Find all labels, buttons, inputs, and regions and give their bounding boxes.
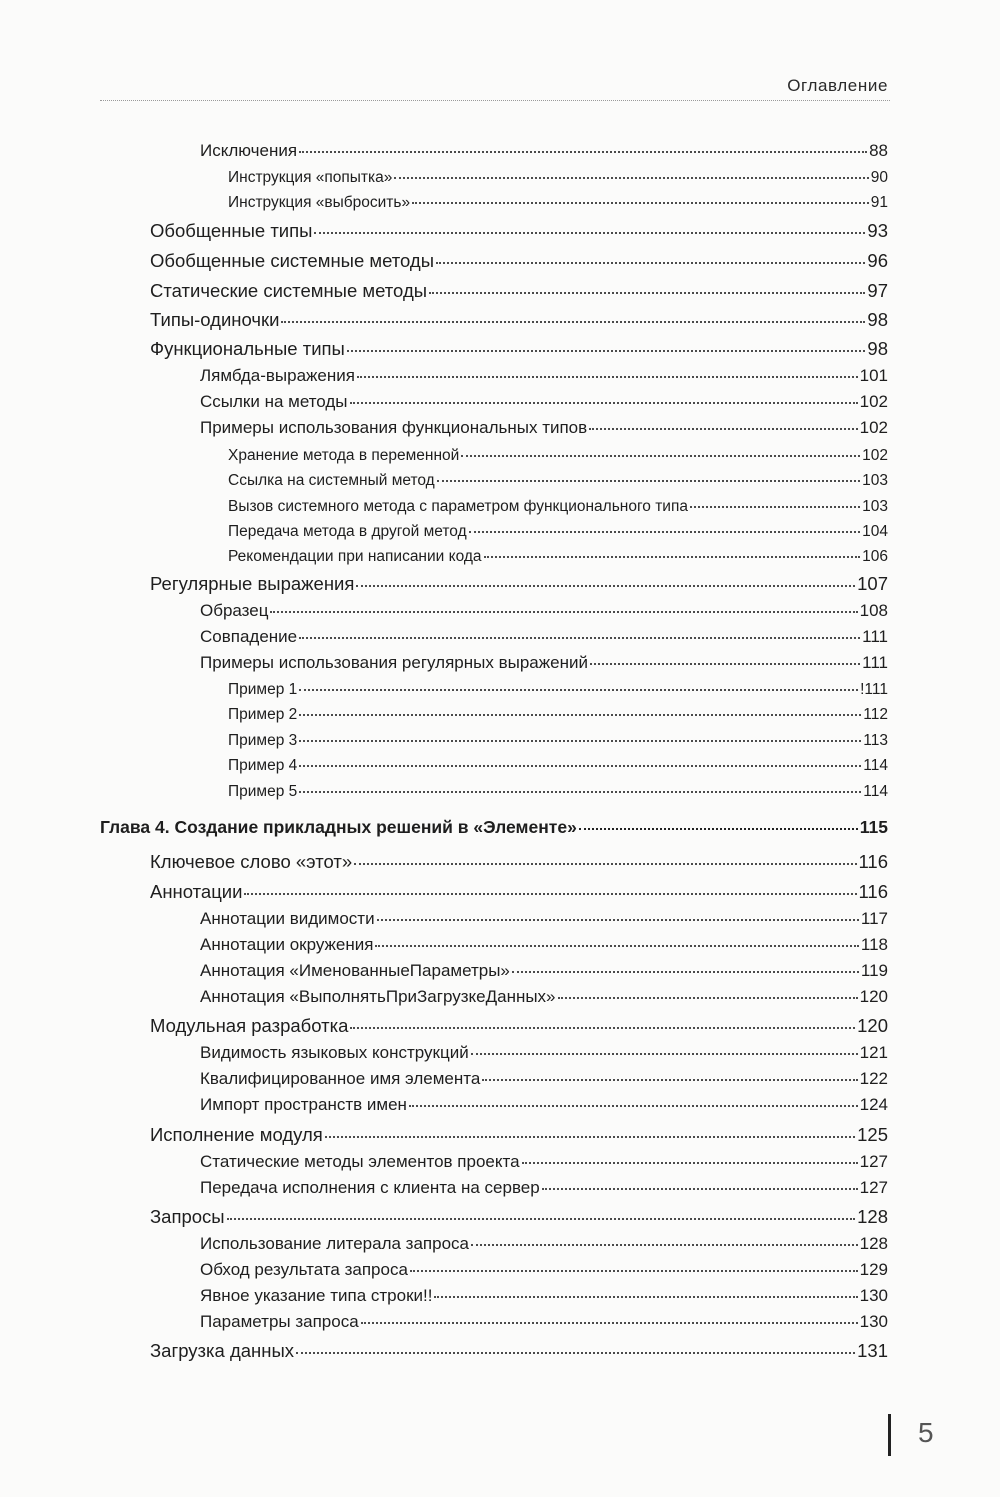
toc-entry-page: 129 — [859, 1260, 888, 1279]
toc-entry — [200, 627, 888, 647]
toc-leader-dots — [325, 1136, 855, 1138]
toc-entry — [150, 851, 888, 873]
toc-leader-dots — [356, 585, 855, 587]
toc-entry-page: 91 — [870, 194, 888, 211]
toc-leader-dots — [227, 1218, 856, 1220]
toc-entry-title: Примеры использования функциональных типов — [200, 418, 588, 437]
toc-entry-page: 121 — [859, 1043, 888, 1062]
toc-entry-page: 90 — [870, 169, 888, 186]
toc-leader-dots — [314, 232, 865, 234]
toc-entry-title: Загрузка данных — [150, 1340, 295, 1361]
toc-entry-title: Обобщенные системные методы — [150, 250, 435, 271]
toc-entry-page: 114 — [863, 757, 888, 774]
toc-entry-page: 125 — [857, 1124, 888, 1145]
toc-entry — [150, 1124, 888, 1146]
toc-leader-dots — [375, 945, 858, 947]
toc-entry — [150, 309, 888, 331]
toc-entry — [228, 681, 888, 699]
toc-entry-page: 102 — [859, 392, 888, 411]
toc-entry — [150, 338, 888, 360]
toc-entry-page: 97 — [867, 280, 888, 301]
toc-entry — [228, 757, 888, 775]
toc-entry — [228, 472, 888, 490]
toc-leader-dots — [350, 1027, 855, 1029]
toc-entry-title: Параметры запроса — [200, 1312, 359, 1331]
toc-entry — [228, 498, 888, 516]
toc-leader-dots — [542, 1188, 858, 1190]
toc-leader-dots — [412, 202, 869, 204]
toc-entry-title: Хранение метода в переменной — [228, 447, 460, 464]
toc-entry — [200, 418, 888, 438]
toc-entry-page: 111 — [862, 627, 888, 646]
toc-entry-title: Явное указание типа строки!! — [200, 1286, 433, 1305]
toc-leader-dots — [558, 997, 858, 999]
toc-leader-dots — [299, 765, 861, 767]
toc-entry — [228, 732, 888, 750]
toc-entry-page: 104 — [862, 523, 888, 540]
toc-leader-dots — [579, 828, 858, 830]
toc-entry-title: Использование литерала запроса — [200, 1234, 469, 1253]
toc-entry-title: Примеры использования регулярных выражений — [200, 653, 588, 672]
toc-leader-dots — [409, 1105, 858, 1107]
toc-entry — [200, 1178, 888, 1198]
toc-leader-dots — [296, 1352, 855, 1354]
toc-entry-page: !111 — [860, 681, 888, 698]
toc-entry-title: Пример 3 — [228, 732, 298, 749]
toc-entry-page: 107 — [857, 573, 888, 594]
toc-entry-title: Образец — [200, 601, 269, 620]
toc-entry-page: 130 — [859, 1312, 888, 1331]
toc-entry-title: Регулярные выражения — [150, 573, 355, 594]
toc-entry-page: 118 — [860, 935, 888, 954]
toc-leader-dots — [299, 689, 858, 691]
toc-entry — [150, 220, 888, 242]
toc-leader-dots — [437, 480, 860, 482]
toc-entry-page: 130 — [859, 1286, 888, 1305]
toc-entry — [200, 141, 888, 161]
toc-entry-title: Аннотация «ИменованныеПараметры» — [200, 961, 510, 980]
page-number-bar — [888, 1414, 891, 1456]
toc-entry — [228, 447, 888, 465]
toc-entry-title: Вызов системного метода с параметром функционального типа — [228, 498, 688, 515]
toc-entry-page: 102 — [862, 447, 888, 464]
toc-entry-page: 128 — [859, 1234, 888, 1253]
toc-entry-page: 93 — [867, 220, 888, 241]
toc-leader-dots — [357, 376, 858, 378]
toc-entry-page: 102 — [859, 418, 888, 437]
toc-entry-page: 127 — [859, 1152, 888, 1171]
toc-entry-title: Аннотация «ВыполнятьПриЗагрузкеДанных» — [200, 987, 556, 1006]
toc-entry — [200, 653, 888, 673]
toc-entry-title: Аннотации окружения — [200, 935, 374, 954]
toc-leader-dots — [410, 1270, 858, 1272]
toc-leader-dots — [512, 971, 859, 973]
toc-entry-title: Передача метода в другой метод — [228, 523, 467, 540]
toc-entry-title: Пример 5 — [228, 783, 298, 800]
toc-entry-title: Исполнение модуля — [150, 1124, 323, 1145]
toc-entry — [200, 392, 888, 412]
toc-entry-page: 115 — [859, 817, 888, 837]
toc-leader-dots — [471, 1053, 858, 1055]
toc-leader-dots — [299, 740, 861, 742]
toc-entry — [150, 1015, 888, 1037]
toc-entry-title: Ссылки на методы — [200, 392, 348, 411]
toc-leader-dots — [461, 455, 860, 457]
toc-entry — [200, 1043, 888, 1063]
toc-entry-page: 127 — [859, 1178, 888, 1197]
toc-entry-page: 117 — [860, 909, 888, 928]
toc-entry — [150, 250, 888, 272]
toc-entry-title: Пример 4 — [228, 757, 298, 774]
toc-entry-title: Пример 1 — [228, 681, 298, 698]
toc-entry — [200, 1095, 888, 1115]
toc-entry-page: 98 — [867, 309, 888, 330]
toc-entry-title: Типы-одиночки — [150, 309, 280, 330]
toc-entry — [200, 1260, 888, 1280]
toc-leader-dots — [361, 1322, 858, 1324]
toc-leader-dots — [299, 151, 867, 153]
running-header-title: Оглавление — [787, 76, 888, 95]
toc-leader-dots — [589, 428, 857, 430]
toc-leader-dots — [471, 1244, 858, 1246]
toc-entry-page: 128 — [857, 1206, 888, 1227]
toc-entry-page: 120 — [857, 1015, 888, 1036]
header-rule — [100, 100, 890, 101]
toc-entry-page: 103 — [862, 498, 888, 515]
toc-entry — [200, 1152, 888, 1172]
toc-entry — [200, 909, 888, 929]
toc-entry — [228, 706, 888, 724]
toc-entry-title: Аннотации видимости — [200, 909, 375, 928]
toc-entry — [150, 1340, 888, 1362]
toc-entry-page: 111 — [862, 653, 888, 672]
toc-leader-dots — [347, 350, 866, 352]
toc-entry-title: Пример 2 — [228, 706, 298, 723]
toc-entry — [200, 1234, 888, 1254]
toc-entry-title: Модульная разработка — [150, 1015, 349, 1036]
toc-entry-title: Аннотации — [150, 881, 243, 902]
toc-entry — [228, 194, 888, 212]
toc-entry — [200, 1286, 888, 1306]
toc-entry-title: Статические методы элементов проекта — [200, 1152, 520, 1171]
toc-entry-title: Ключевое слово «этот» — [150, 851, 353, 872]
toc-entry-page: 113 — [863, 732, 888, 749]
toc-entry — [228, 169, 888, 187]
toc-leader-dots — [434, 1296, 857, 1298]
toc-entry-page: 101 — [859, 366, 888, 385]
toc-leader-dots — [484, 556, 861, 558]
toc-entry-title: Функциональные типы — [150, 338, 345, 359]
toc-entry-page: 96 — [867, 250, 888, 271]
toc-leader-dots — [482, 1079, 857, 1081]
toc-leader-dots — [281, 321, 865, 323]
toc-leader-dots — [299, 637, 860, 639]
toc-entry-page: 88 — [869, 141, 888, 160]
toc-entry-title: Совпадение — [200, 627, 298, 646]
toc-entry — [200, 935, 888, 955]
toc-entry-page: 120 — [859, 987, 888, 1006]
toc-leader-dots — [690, 506, 860, 508]
toc-entry — [150, 881, 888, 903]
toc-leader-dots — [244, 893, 856, 895]
toc-entry — [200, 1312, 888, 1332]
toc-leader-dots — [270, 611, 857, 613]
toc-leader-dots — [429, 292, 865, 294]
toc-entry-title: Статические системные методы — [150, 280, 428, 301]
toc-entry-title: Инструкция «выбросить» — [228, 194, 411, 211]
toc-entry-page: 124 — [859, 1095, 888, 1114]
toc-leader-dots — [377, 919, 859, 921]
toc-entry — [200, 366, 888, 386]
toc-entry — [228, 548, 888, 566]
toc-entry-page: 114 — [863, 783, 888, 800]
toc-entry-title: Исключения — [200, 141, 298, 160]
toc-entry — [150, 280, 888, 302]
toc-entry-page: 122 — [859, 1069, 888, 1088]
toc-leader-dots — [436, 262, 865, 264]
toc-entry-title: Обход результата запроса — [200, 1260, 408, 1279]
toc-entry-page: 106 — [862, 548, 888, 565]
toc-entry-title: Квалифицированное имя элемента — [200, 1069, 481, 1088]
toc-entry — [200, 987, 888, 1007]
toc-entry-title: Видимость языковых конструкций — [200, 1043, 469, 1062]
toc-leader-dots — [354, 863, 856, 865]
toc-entry-page: 103 — [862, 472, 888, 489]
toc-leader-dots — [522, 1162, 858, 1164]
toc-entry-title: Рекомендации при написании кода — [228, 548, 482, 565]
toc-chapter-entry — [100, 817, 888, 838]
toc-entry — [200, 601, 888, 621]
toc-entry-page: 116 — [858, 881, 888, 902]
toc-entry-title: Импорт пространств имен — [200, 1095, 407, 1114]
toc-entry-title: Лямбда-выражения — [200, 366, 355, 385]
toc-leader-dots — [394, 177, 868, 179]
toc-entry-title: Глава 4. Создание прикладных решений в «Элементе» — [100, 817, 577, 837]
page-number: 5 — [918, 1417, 934, 1448]
toc-entry-title: Запросы — [150, 1206, 225, 1227]
toc-entry-page: 116 — [858, 851, 888, 872]
toc-entry — [200, 961, 888, 981]
toc-entry — [150, 1206, 888, 1228]
toc-leader-dots — [350, 402, 858, 404]
toc-leader-dots — [299, 791, 861, 793]
toc-entry-page: 119 — [860, 961, 888, 980]
toc-entry-page: 98 — [867, 338, 888, 359]
toc-entry — [200, 1069, 888, 1089]
toc-entry-title: Ссылка на системный метод — [228, 472, 435, 489]
toc-leader-dots — [590, 663, 860, 665]
toc-entry-title: Инструкция «попытка» — [228, 169, 393, 186]
toc-leader-dots — [299, 714, 861, 716]
toc-entry-page: 112 — [863, 706, 888, 723]
toc-entry-title: Передача исполнения с клиента на сервер — [200, 1178, 540, 1197]
toc-entry — [228, 523, 888, 541]
toc-entry-title: Обобщенные типы — [150, 220, 313, 241]
toc-entry — [150, 573, 888, 595]
toc-entry-page: 108 — [859, 601, 888, 620]
toc-entry-page: 131 — [857, 1340, 888, 1361]
toc-leader-dots — [469, 531, 861, 533]
toc-entry — [228, 783, 888, 801]
